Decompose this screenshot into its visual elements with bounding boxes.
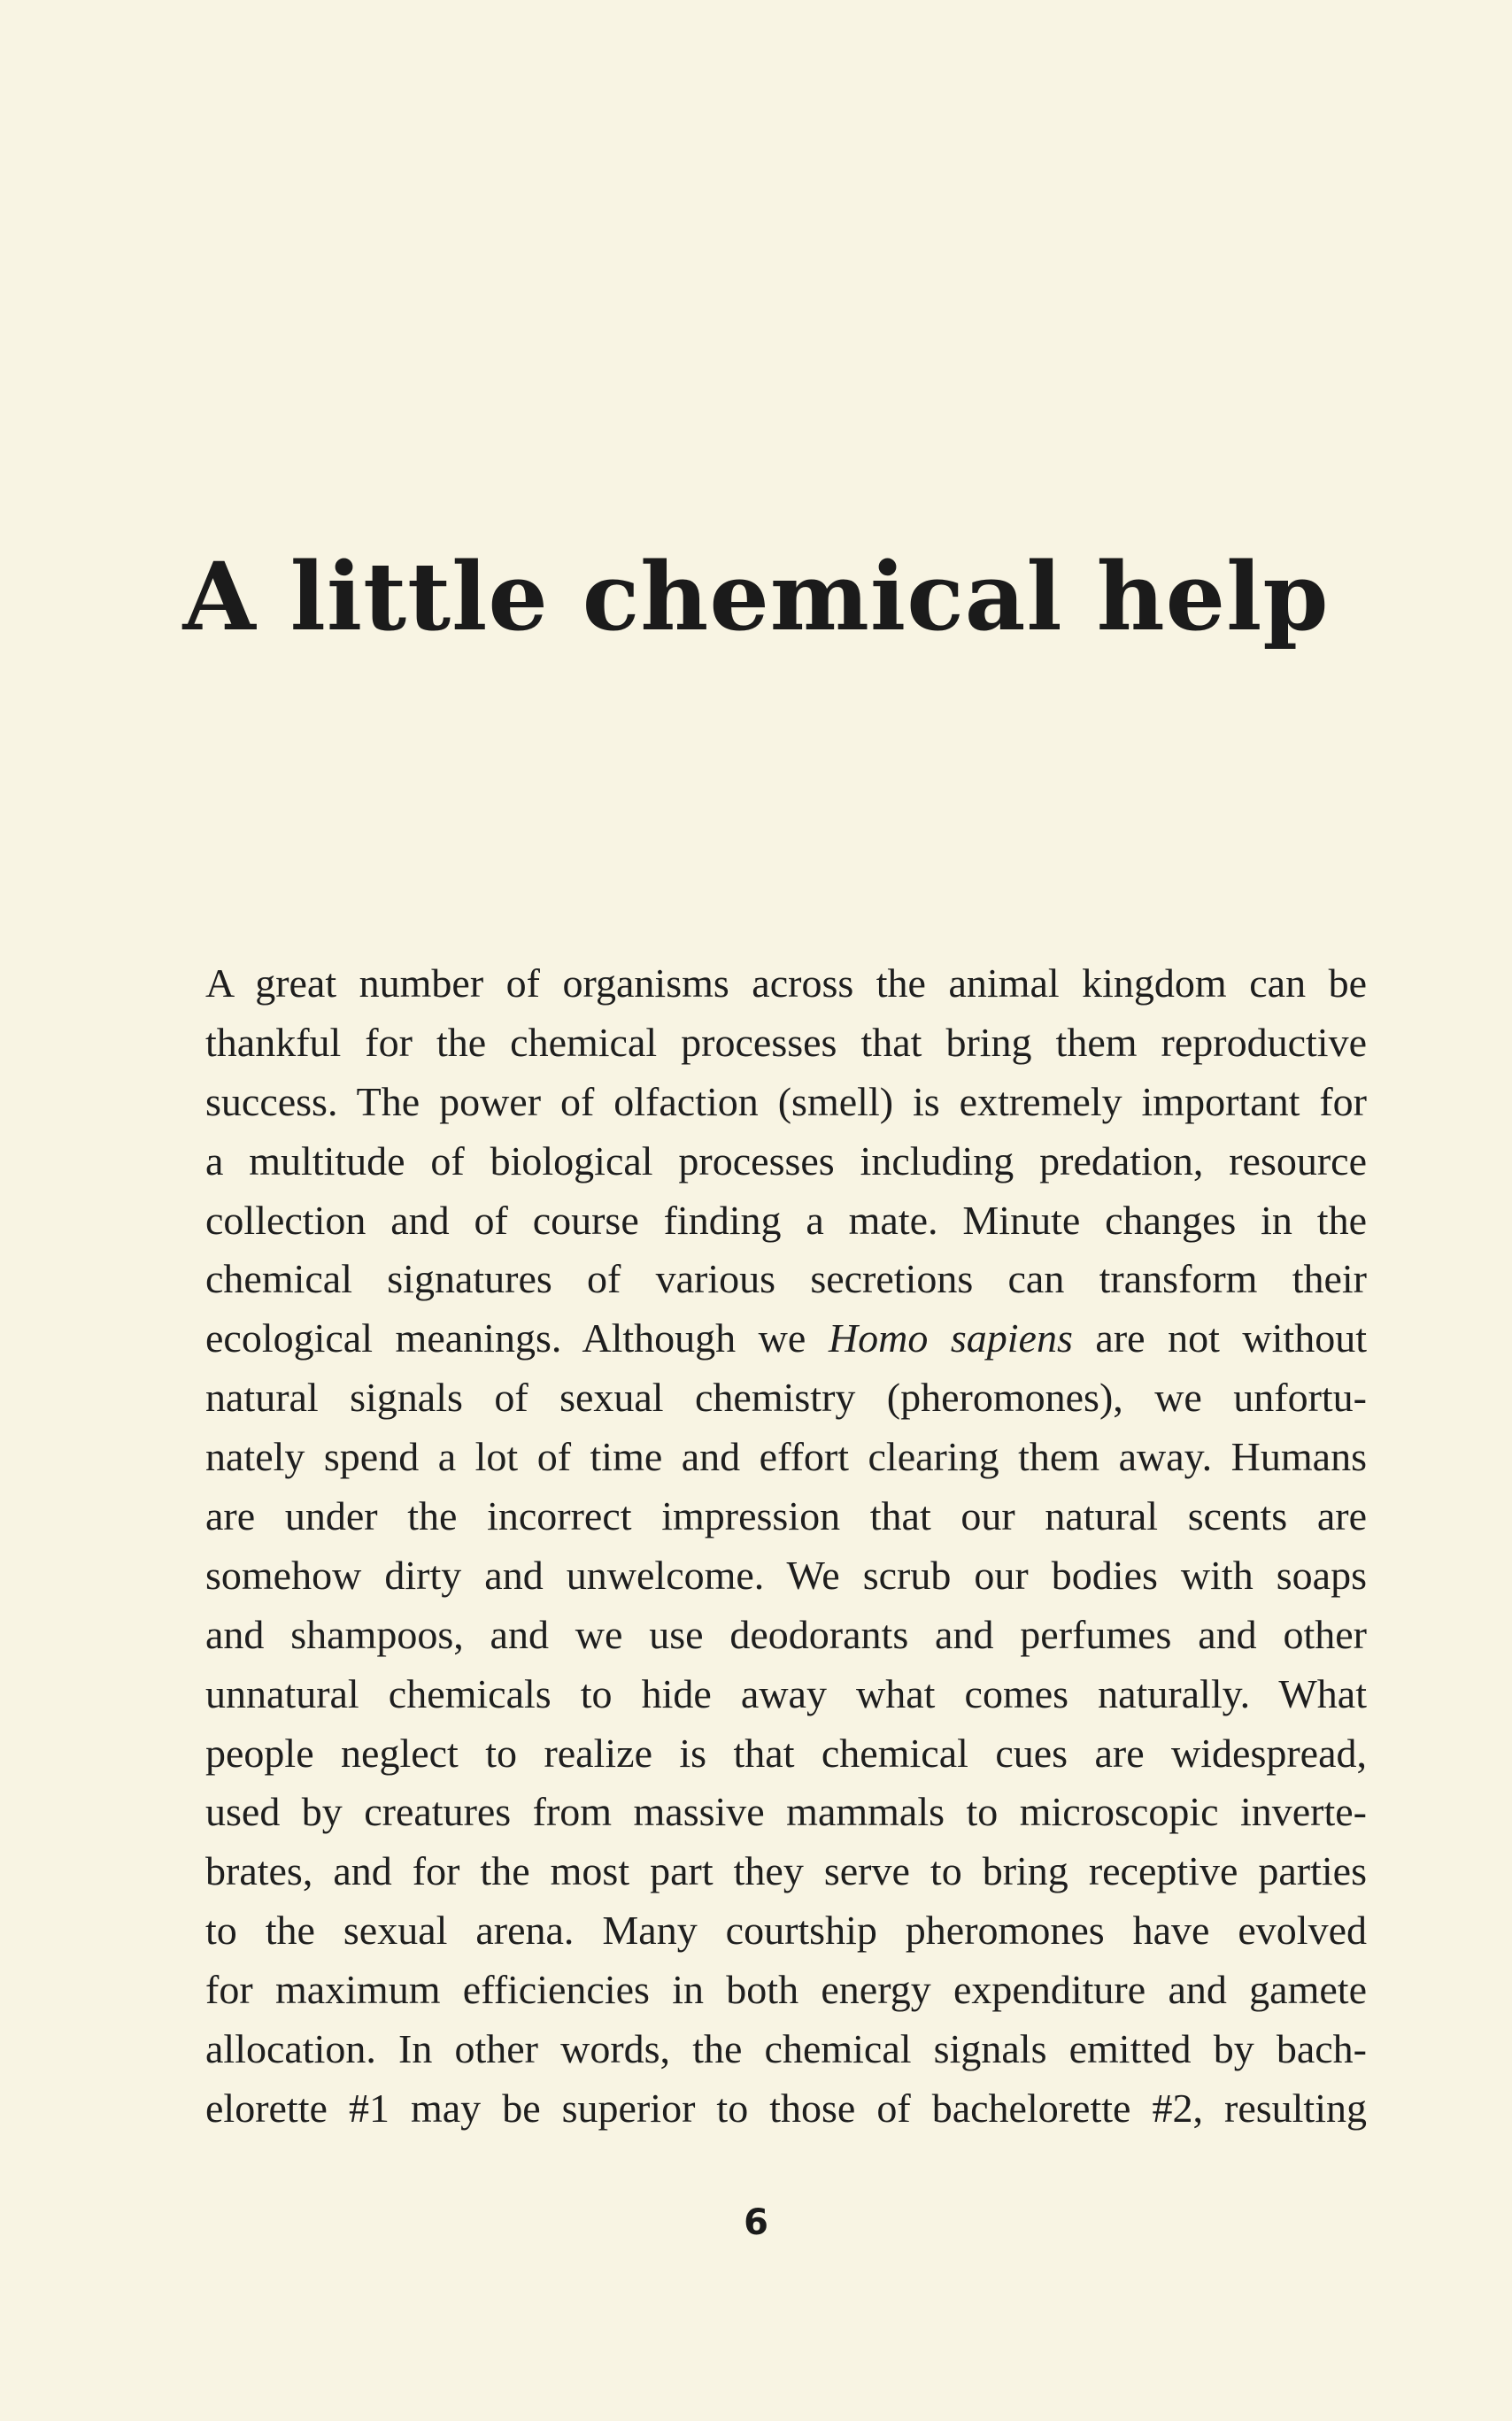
text-line: are under the incorrect impression that our natural scents are <box>205 1493 1367 1539</box>
text-segment: ecological meanings. Although we <box>205 1315 806 1361</box>
species-name: Homo sapiens <box>828 1315 1073 1361</box>
text-line: for maximum efficiencies in both energy expenditure and gamete <box>205 1967 1367 2013</box>
text-line: nately spend a lot of time and effort clearing them away. Humans <box>205 1434 1367 1480</box>
text-line: thankful for the chemical processes that bring them reproductive <box>205 1019 1367 1065</box>
text-line: allocation. In other words, the chemical signals emitted by bach- <box>205 2026 1367 2072</box>
text-line: elorette #1 may be superior to those of bachelorette #2, resulting <box>205 2085 1367 2131</box>
text-line: brates, and for the most part they serve to bring receptive parties <box>205 1848 1367 1894</box>
page-number: 6 <box>744 2202 768 2243</box>
text-line: unnatural chemicals to hide away what comes naturally. What <box>205 1670 1367 1716</box>
text-line: and shampoos, and we use deodorants and perfumes and other <box>205 1611 1367 1657</box>
text-line: collection and of course finding a mate. Minute changes in the <box>205 1197 1367 1243</box>
text-line-mixed <box>205 1309 1367 1369</box>
text-line: chemical signatures of various secretions can transform their <box>205 1256 1367 1302</box>
text-line: people neglect to realize is that chemical cues are widespread, <box>205 1730 1367 1776</box>
chapter-title: A little chemical help <box>182 541 1330 652</box>
text-line: A great number of organisms across the animal kingdom can be <box>205 960 1367 1006</box>
text-line: success. The power of olfaction (smell) is extremely important for <box>205 1078 1367 1124</box>
text-line: used by creatures from massive mammals to microscopic inverte- <box>205 1789 1367 1835</box>
text-segment: are not without <box>1095 1315 1367 1361</box>
text-line: natural signals of sexual chemistry (pheromones), we unfortu- <box>205 1375 1367 1421</box>
text-line: a multitude of biological processes including predation, resource <box>205 1137 1367 1184</box>
text-line: somehow dirty and unwelcome. We scrub our bodies with soaps <box>205 1552 1367 1598</box>
text-line: to the sexual arena. Many courtship pheromones have evolved <box>205 1908 1367 1954</box>
body-text <box>205 954 1367 2139</box>
